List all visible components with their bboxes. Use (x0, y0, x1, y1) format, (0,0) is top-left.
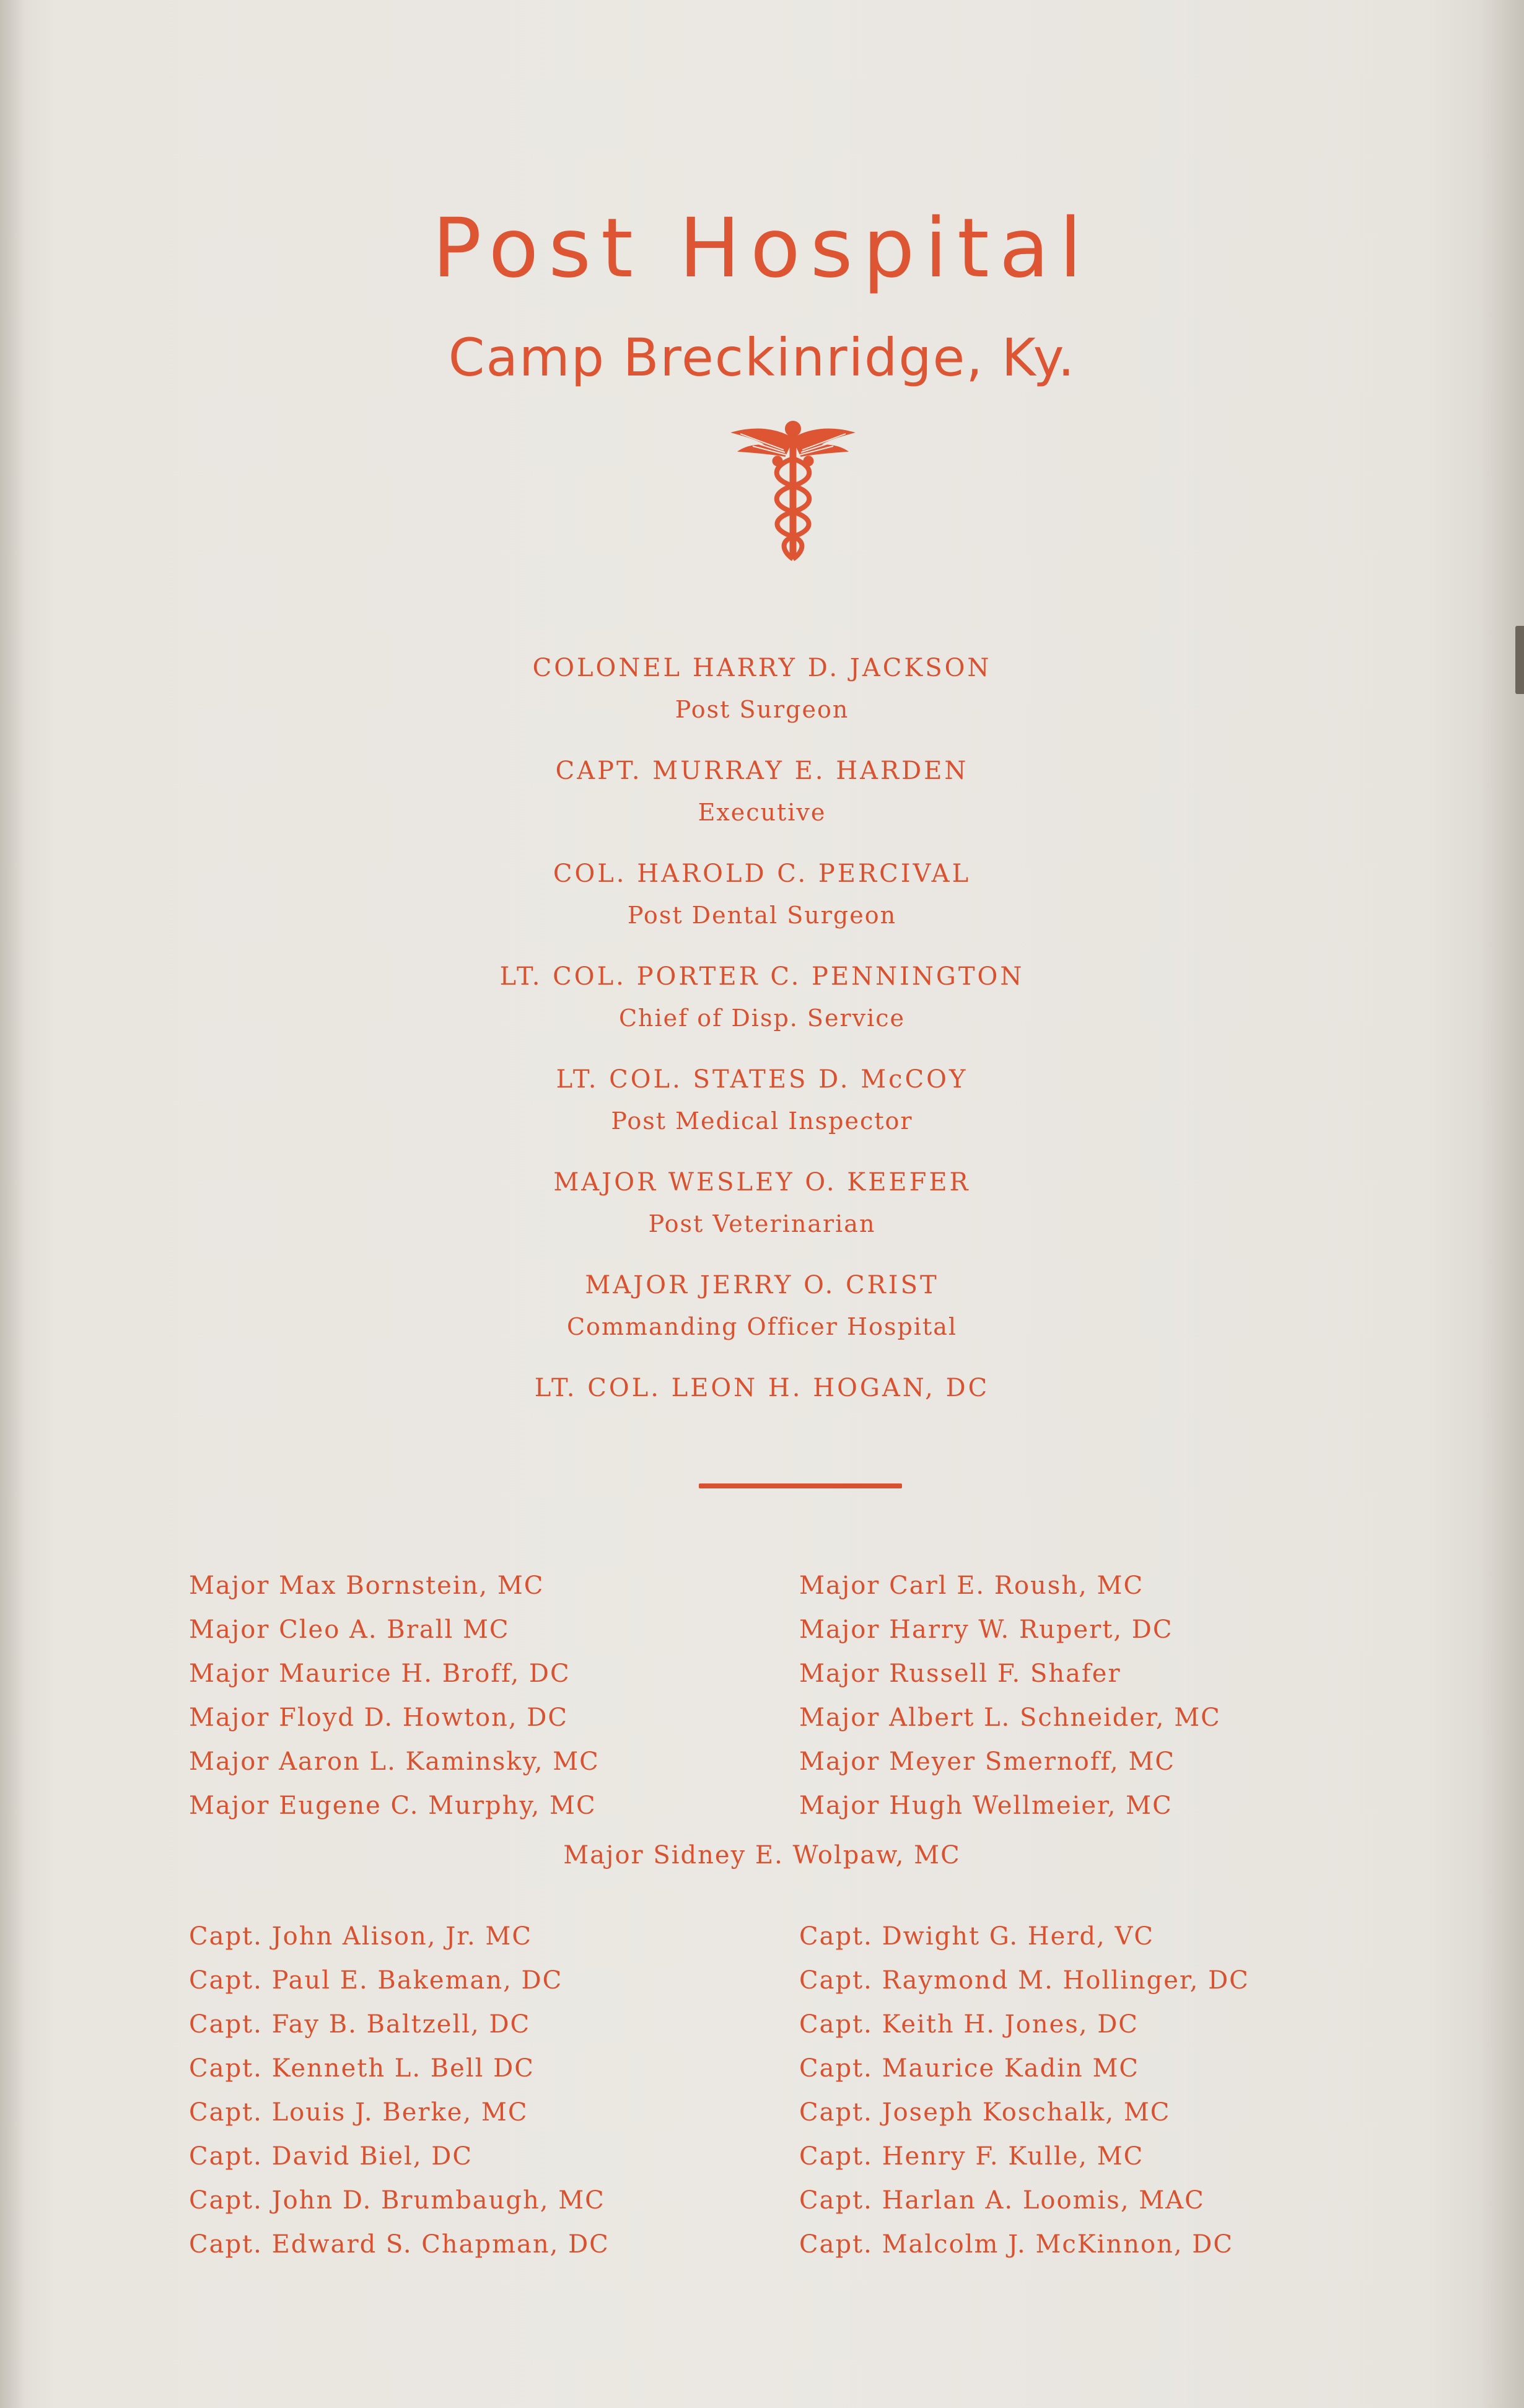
officer-entry (0, 861, 1524, 964)
officer-entry (0, 1376, 1524, 1479)
roster-entry: Capt. David Biel, DC (189, 2142, 473, 2171)
officer-name: MAJOR WESLEY O. KEEFER (553, 1168, 971, 1197)
roster-entry: Major Albert L. Schneider, MC (799, 1703, 1221, 1732)
roster-entry: Capt. Joseph Koschalk, MC (799, 2098, 1171, 2127)
roster-entry: Capt. Henry F. Kulle, MC (799, 2142, 1144, 2171)
officer-name: MAJOR JERRY O. CRIST (585, 1271, 939, 1299)
roster-entry: Capt. John D. Brumbaugh, MC (189, 2186, 605, 2215)
officer-title: Chief of Disp. Service (618, 1004, 906, 1032)
officer-name: COLONEL HARRY D. JACKSON (532, 654, 992, 682)
roster-entry: Major Aaron L. Kaminsky, MC (189, 1747, 600, 1776)
roster-entry: Capt. Fay B. Baltzell, DC (189, 2010, 531, 2039)
section-divider (699, 1483, 902, 1488)
officer-entry (0, 1067, 1524, 1170)
officer-name: LT. COL. STATES D. McCOY (556, 1065, 968, 1094)
roster-entry: Capt. Raymond M. Hollinger, DC (799, 1966, 1250, 1995)
officer-entry (0, 1170, 1524, 1273)
roster-entry: Major Harry W. Rupert, DC (799, 1615, 1173, 1644)
roster-entry: Major Eugene C. Murphy, MC (189, 1791, 597, 1820)
roster-entry: Capt. Louis J. Berke, MC (189, 2098, 528, 2127)
officer-name: LT. COL. PORTER C. PENNINGTON (499, 962, 1025, 991)
roster-entry: Major Max Bornstein, MC (189, 1571, 545, 1600)
officer-name: COL. HAROLD C. PERCIVAL (553, 859, 971, 888)
page-subtitle: Camp Breckinridge, Ky. (448, 327, 1076, 388)
officer-title: Post Veterinarian (648, 1210, 876, 1237)
roster-entry: Major Carl E. Roush, MC (799, 1571, 1144, 1600)
roster-entry: Capt. John Alison, Jr. MC (189, 1922, 532, 1951)
roster-entry: Capt. Maurice Kadin MC (799, 2054, 1139, 2083)
roster-entry: Major Cleo A. Brall MC (189, 1615, 510, 1644)
roster-entry-centered: Major Sidney E. Wolpaw, MC (563, 1841, 961, 1870)
officer-title: Post Dental Surgeon (627, 902, 897, 929)
officer-title: Post Medical Inspector (611, 1107, 913, 1135)
majors-list-left (189, 1564, 600, 1828)
officer-title: Commanding Officer Hospital (566, 1313, 958, 1340)
officer-entry (0, 964, 1524, 1067)
captains-list-right (799, 1915, 1250, 2267)
roster-entry: Major Floyd D. Howton, DC (189, 1703, 568, 1732)
roster-entry: Capt. Edward S. Chapman, DC (189, 2230, 610, 2259)
roster-entry: Major Hugh Wellmeier, MC (799, 1791, 1173, 1820)
roster-entry: Capt. Keith H. Jones, DC (799, 2010, 1139, 2039)
officer-title: Post Surgeon (675, 696, 849, 723)
roster-entry: Capt. Dwight G. Herd, VC (799, 1922, 1154, 1951)
majors-list-right (799, 1564, 1221, 1828)
roster-entry: Capt. Harlan A. Loomis, MAC (799, 2186, 1205, 2215)
roster-entry: Major Maurice H. Broff, DC (189, 1659, 571, 1688)
officer-name: CAPT. MURRAY E. HARDEN (555, 757, 969, 785)
roster-entry: Major Russell F. Shafer (799, 1659, 1121, 1688)
roster-entry: Capt. Malcolm J. McKinnon, DC (799, 2230, 1233, 2259)
roster-entry: Major Meyer Smernoff, MC (799, 1747, 1176, 1776)
caduceus-icon (728, 415, 858, 564)
officer-name: LT. COL. LEON H. HOGAN, DC (534, 1374, 990, 1402)
roster-entry: Capt. Paul E. Bakeman, DC (189, 1966, 563, 1995)
roster-entry: Capt. Kenneth L. Bell DC (189, 2054, 535, 2083)
page-title: Post Hospital (432, 201, 1092, 296)
captains-list-left (189, 1915, 610, 2267)
officer-entry (0, 758, 1524, 861)
officer-entry (0, 656, 1524, 758)
officer-entry (0, 1273, 1524, 1376)
officer-title: Executive (698, 799, 826, 826)
staff-officers-list (0, 656, 1524, 1479)
